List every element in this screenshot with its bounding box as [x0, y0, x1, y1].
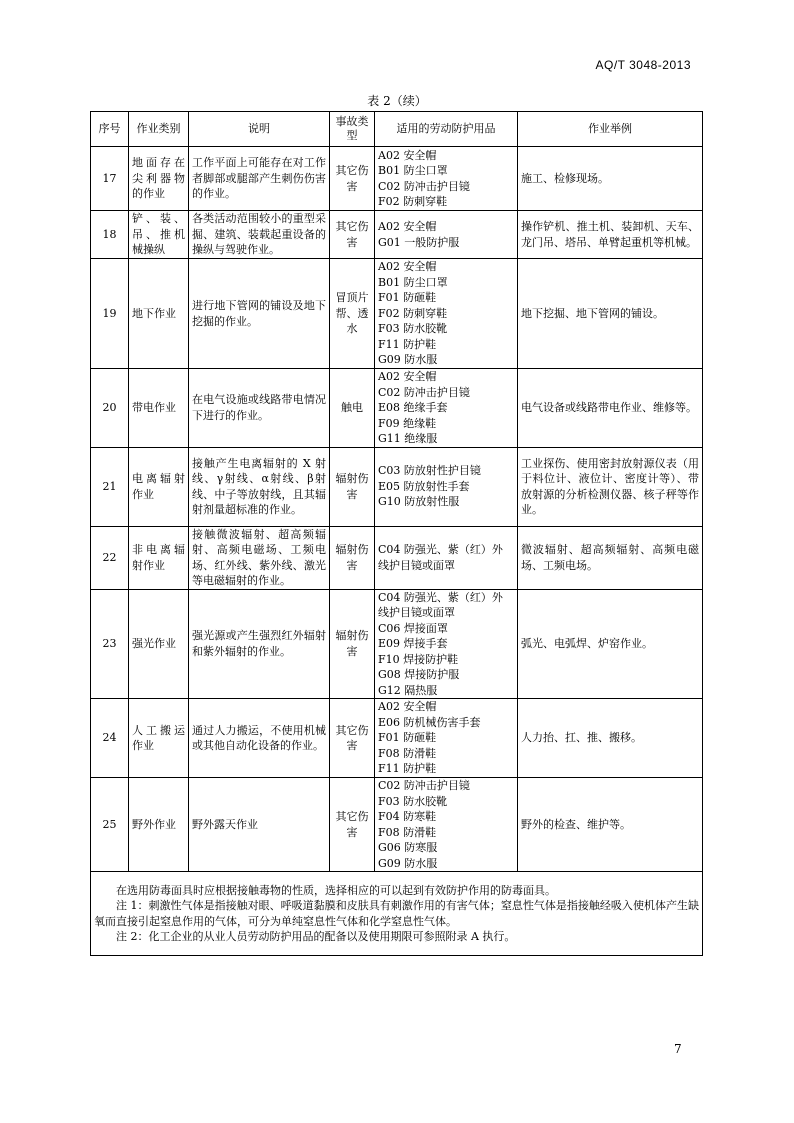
work-description: 接触产生电离辐射的 X 射线、γ射线、α射线、β射线、中子等放射线，且其辐射剂量超标准的作业。: [189, 447, 330, 526]
note-2: 注 2：化工企业的从业人员劳动防护用品的配备以及使用期限可参照附录 A 执行。: [116, 930, 516, 943]
accident-type: 其它伤害: [330, 699, 375, 778]
ppe-item: F08 防滑鞋: [378, 825, 437, 839]
ppe-item: C06 焊接面罩: [378, 621, 448, 635]
work-category: 野外作业: [129, 778, 189, 872]
col-header-description: 说明: [189, 112, 330, 147]
row-number: 23: [91, 589, 129, 699]
table-row: [91, 778, 703, 872]
table-row: [91, 699, 703, 778]
table-row: [91, 211, 703, 259]
ppe-item: F01 防砸鞋: [378, 731, 437, 745]
table-row: [91, 526, 703, 589]
row-number: 18: [91, 211, 129, 259]
ppe-item: C03 防放射性护目镜: [378, 464, 481, 478]
work-category: 非电离辐射作业: [129, 526, 189, 589]
row-number: 24: [91, 699, 129, 778]
col-header-category: 作业类别: [129, 112, 189, 147]
ppe-list: [375, 526, 518, 589]
work-example: 电气设备或线路带电作业、维修等。: [518, 369, 703, 448]
ppe-item: C04 防强光、紫（红）外: [378, 590, 503, 604]
work-example: 微波辐射、超高频辐射、高频电磁场、工频电场。: [518, 526, 703, 589]
table-row: [91, 447, 703, 526]
work-example: 施工、检修现场。: [518, 147, 703, 211]
ppe-item: G11 绝缘服: [378, 432, 438, 445]
work-example: 弧光、电弧焊、炉窑作业。: [518, 589, 703, 699]
row-number: 22: [91, 526, 129, 589]
work-description: 强光源或产生强烈红外辐射和紫外辐射的作业。: [189, 589, 330, 699]
ppe-item: E06 防机械伤害手套: [378, 715, 481, 729]
accident-type: 其它伤害: [330, 211, 375, 259]
row-number: 19: [91, 259, 129, 369]
ppe-item: G06 防寒服: [378, 841, 438, 854]
ppe-item: A02 安全帽: [378, 220, 437, 233]
ppe-item: C02 防冲击护目镜: [378, 385, 470, 399]
ppe-item: F02 防刺穿鞋: [378, 306, 448, 320]
work-description: 在电气设施或线路带电情况下进行的作业。: [189, 369, 330, 448]
row-number: 20: [91, 369, 129, 448]
ppe-item: G10 防放射性服: [378, 495, 460, 509]
accident-type: 辐射伤害: [330, 447, 375, 526]
accident-type: 其它伤害: [330, 147, 375, 211]
standard-code: AQ/T 3048-2013: [595, 58, 691, 72]
ppe-item: B01 防尘口罩: [378, 164, 448, 177]
ppe-list: [375, 778, 518, 872]
work-category: 地面存在尖利器物的作业: [129, 147, 189, 211]
work-category: 铲、装、吊、推机械操纵: [129, 211, 189, 259]
ppe-item: A02 安全帽: [378, 260, 437, 274]
ppe-list: [375, 147, 518, 211]
accident-type: 辐射伤害: [330, 526, 375, 589]
ppe-item: F03 防水胶靴: [378, 794, 448, 808]
accident-type: 触电: [330, 369, 375, 448]
work-description: 野外露天作业: [189, 778, 330, 872]
notes-row: [91, 872, 703, 956]
ppe-item: A02 安全帽: [378, 148, 437, 162]
ppe-item: F09 绝缘鞋: [378, 416, 437, 430]
ppe-item: G12 隔热服: [378, 683, 438, 697]
work-description: 通过人力搬运，不使用机械或其他自动化设备的作业。: [189, 699, 330, 778]
ppe-item: C02 防冲击护目镜: [378, 179, 470, 193]
work-description: 进行地下管网的铺设及地下挖掘的作业。: [189, 259, 330, 369]
ppe-list: [375, 699, 518, 778]
ppe-item: E09 焊接手套: [378, 637, 448, 650]
table-row: [91, 259, 703, 369]
ppe-item: F04 防寒鞋: [378, 810, 437, 823]
work-category: 带电作业: [129, 369, 189, 448]
ppe-item: G08 焊接防护服: [378, 668, 460, 681]
accident-type: 冒顶片帮、透水: [330, 259, 375, 369]
ppe-item: 线护目镜或面罩: [378, 558, 455, 572]
page-number: 7: [674, 1042, 682, 1056]
ppe-item: F02 防刺穿鞋: [378, 195, 448, 208]
ppe-list: [375, 369, 518, 448]
work-category: 地下作业: [129, 259, 189, 369]
ppe-item: E05 防放射性手套: [378, 479, 470, 493]
ppe-item: C04 防强光、紫（红）外: [378, 543, 503, 556]
work-description: 工作平面上可能存在对工作者脚部或腿部产生刺伤伤害的作业。: [189, 147, 330, 211]
ppe-list: [375, 447, 518, 526]
ppe-item: A02 安全帽: [378, 700, 437, 714]
ppe-list: [375, 589, 518, 699]
ppe-table: [90, 111, 703, 956]
ppe-list: [375, 211, 518, 259]
ppe-item: F03 防水胶靴: [378, 322, 448, 336]
accident-type: 辐射伤害: [330, 589, 375, 699]
col-header-no: 序号: [91, 112, 129, 147]
row-number: 17: [91, 147, 129, 211]
table-row: [91, 589, 703, 699]
work-example: 操作铲机、推土机、装卸机、天车、龙门吊、塔吊、单臂起重机等机械。: [518, 211, 703, 259]
ppe-item: E08 绝缘手套: [378, 401, 448, 414]
table-header-row: [91, 112, 703, 147]
ppe-item: B01 防尘口罩: [378, 275, 448, 289]
ppe-item: F11 防护鞋: [378, 337, 437, 351]
col-header-accident: 事故类型: [330, 112, 375, 147]
note-1: 注 1：刺激性气体是指接触对眼、呼吸道黏膜和皮肤具有刺激作用的有害气体；窒息性气体是指接触经吸入使机体产生缺氧而直接引起窒息作用的气体，可分为单纯窒息性气体和化学窒息性气体。: [94, 899, 699, 928]
work-example: 人力抬、扛、推、搬移。: [518, 699, 703, 778]
ppe-item: F11 防护鞋: [378, 762, 437, 776]
ppe-item: C02 防冲击护目镜: [378, 779, 470, 792]
note-main: 在选用防毒面具时应根据接触毒物的性质，选择相应的可以起到有效防护作用的防毒面具。: [116, 883, 556, 897]
ppe-item: F01 防砸鞋: [378, 291, 437, 305]
work-description: 各类活动范围较小的重型采掘、建筑、装载起重设备的操纵与驾驶作业。: [189, 211, 330, 259]
ppe-item: F10 焊接防护鞋: [378, 652, 459, 666]
work-example: 野外的检查、维护等。: [518, 778, 703, 872]
ppe-item: F08 防滑鞋: [378, 746, 437, 760]
notes-cell: [91, 872, 703, 956]
ppe-item: G09 防水服: [378, 856, 438, 870]
ppe-item: G01 一般防护服: [378, 235, 460, 249]
ppe-item: 线护目镜或面罩: [378, 606, 455, 619]
work-category: 电离辐射作业: [129, 447, 189, 526]
row-number: 25: [91, 778, 129, 872]
work-example: 地下挖掘、地下管网的铺设。: [518, 259, 703, 369]
work-example: 工业探伤、使用密封放射源仪表（用于料位计、液位计、密度计等）、带放射源的分析检测仪器、核子秤等作业。: [518, 447, 703, 526]
work-description: 接触微波辐射、超高频辐射、高频电磁场、工频电场、红外线、紫外线、激光等电磁辐射的作业。: [189, 526, 330, 589]
ppe-item: A02 安全帽: [378, 370, 437, 383]
accident-type: 其它伤害: [330, 778, 375, 872]
table-caption: 表 2（续）: [367, 94, 427, 108]
table-row: [91, 147, 703, 211]
col-header-example: 作业举例: [518, 112, 703, 147]
work-category: 强光作业: [129, 589, 189, 699]
work-category: 人工搬运作业: [129, 699, 189, 778]
table-row: [91, 369, 703, 448]
ppe-list: [375, 259, 518, 369]
col-header-ppe: 适用的劳动防护用品: [375, 112, 518, 147]
row-number: 21: [91, 447, 129, 526]
ppe-item: G09 防水服: [378, 353, 438, 367]
